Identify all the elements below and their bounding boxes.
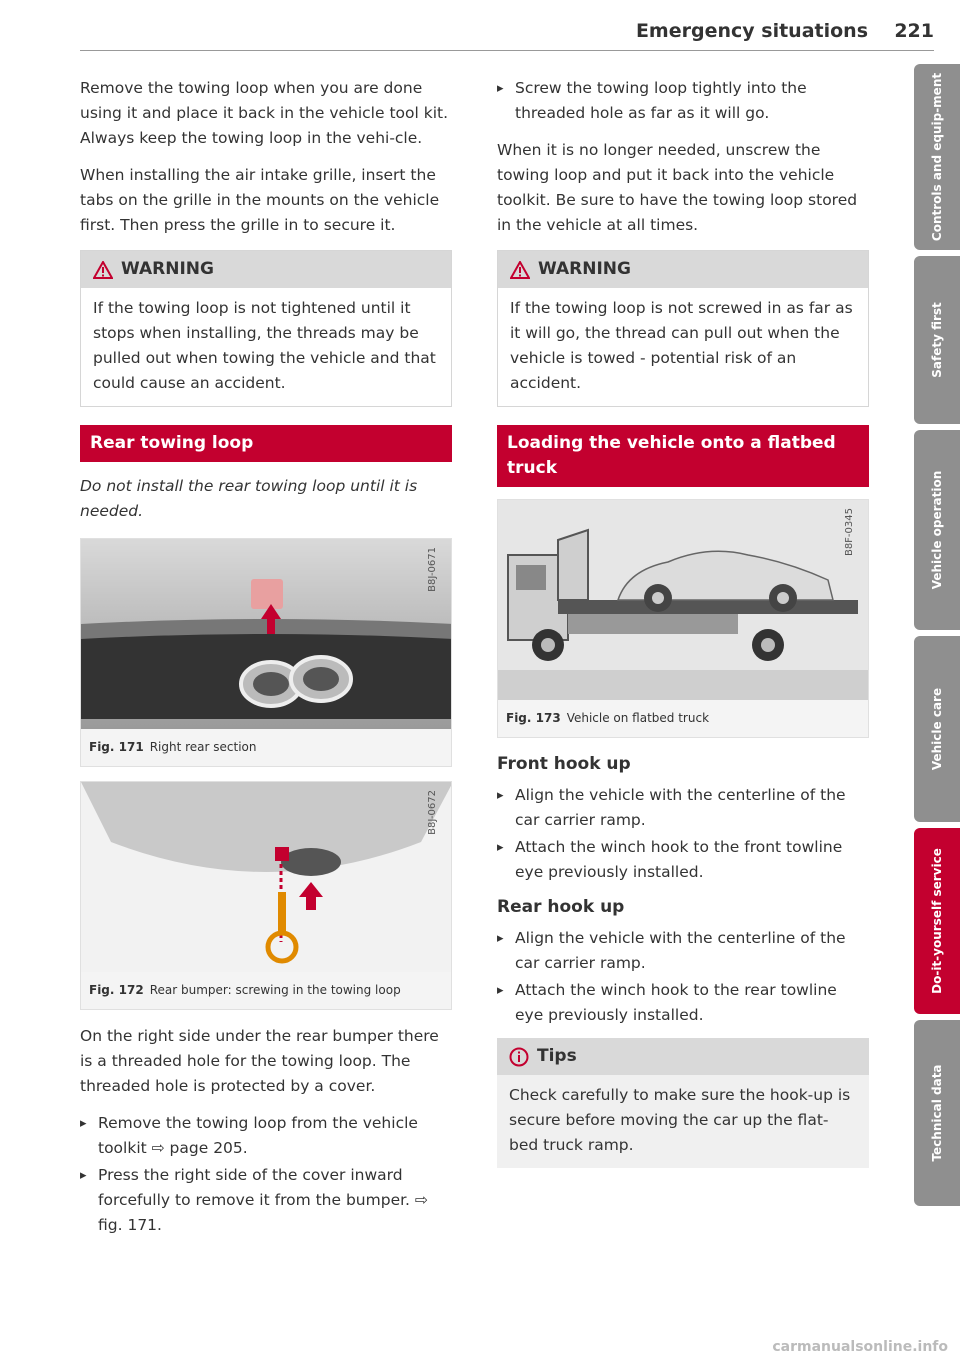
chapter-tabs <box>914 64 960 1212</box>
subheading: Rear hook up <box>497 897 625 917</box>
figure-label: Fig. 173 <box>506 711 561 725</box>
bullet-item: ▸ Press the right side of the cover inward forcefully to remove it from the bumper. ⇨ fig. 171. <box>80 1163 452 1238</box>
tab-vehicle-care[interactable] <box>914 636 960 822</box>
towing-loop-illustration <box>81 782 451 972</box>
section-title: Rear towing loop <box>80 425 452 462</box>
figure-code: B8J-0671 <box>427 547 438 592</box>
bullet-item: ▸ Align the vehicle with the centerline of the car carrier ramp. <box>497 783 869 833</box>
section-header: Emergency situations <box>635 20 868 42</box>
bullet-item: ▸ Attach the winch hook to the rear towline eye previously installed. <box>497 978 869 1028</box>
figure-caption <box>81 972 451 1009</box>
footer-watermark: carmanualsonline.info <box>772 1339 948 1355</box>
warning-box <box>497 250 869 407</box>
warning-header <box>81 251 451 288</box>
tips-box <box>497 1038 869 1168</box>
figure-code: B8J-0672 <box>427 790 438 835</box>
left-column <box>80 76 452 1240</box>
paragraph: On the right side under the rear bumper there is a threaded hole for the towing loop. The threaded hole is protected by a cover. <box>80 1027 439 1095</box>
tab-label: Safety first <box>930 302 944 378</box>
warning-text: If the towing loop is not tightened until it stops when installing, the threads may be pulled out when towing the vehicle and that could cause an accident. <box>81 288 451 406</box>
tab-label: Controls and equip-ment <box>930 72 944 242</box>
warning-box <box>80 250 452 407</box>
tab-vehicle-operation[interactable] <box>914 430 960 630</box>
tab-label: Vehicle operation <box>930 470 944 590</box>
tab-controls-and-equipment[interactable] <box>914 64 960 250</box>
section-title: Loading the vehicle onto a flatbed truck <box>497 425 869 487</box>
figure-caption <box>81 729 451 766</box>
tips-header <box>497 1038 869 1075</box>
rear-section-image <box>81 539 451 729</box>
caption-text: Rear bumper: screwing in the towing loop <box>149 983 401 997</box>
figure-label: Fig. 172 <box>89 983 144 997</box>
figure-label: Fig. 171 <box>89 740 144 754</box>
info-icon <box>509 1047 529 1067</box>
paragraph: When installing the air intake grille, insert the tabs on the grille in the mounts on the vehicle first. Then press the grille in to secure it. <box>80 166 440 234</box>
paragraph: When it is no longer needed, unscrew the towing loop and put it back into the vehicle toolkit. Be sure to have the towing loop stored in the vehicle at all times. <box>497 141 858 234</box>
bullet-item: ▸ Align the vehicle with the centerline of the car carrier ramp. <box>497 926 869 976</box>
flatbed-image <box>498 500 868 700</box>
bullet-item: ▸ Remove the towing loop from the vehicle toolkit ⇨ page 205. <box>80 1111 452 1161</box>
caption-text: Vehicle on flatbed truck <box>566 711 710 725</box>
tab-label: Do-it-yourself service <box>930 848 944 994</box>
flatbed-truck-illustration <box>498 500 868 700</box>
header-rule <box>80 50 934 51</box>
intro-text: Do not install the rear towing loop until it is needed. <box>80 477 418 520</box>
warning-header <box>498 251 868 288</box>
tab-technical-data[interactable] <box>914 1020 960 1206</box>
figure-caption <box>498 700 868 737</box>
tab-label: Technical data <box>930 1064 944 1162</box>
exhaust-illustration <box>81 539 451 729</box>
subheading: Front hook up <box>497 754 631 774</box>
warning-triangle-icon <box>510 261 530 279</box>
tips-text: Check carefully to make sure the hook-up is secure before moving the car up the flat-bed truck ramp. <box>509 1086 851 1154</box>
bullet-item: ▸ Attach the winch hook to the front towline eye previously installed. <box>497 835 869 885</box>
warning-text: If the towing loop is not screwed in as far as it will go, the thread can pull out when the vehicle is towed - potential risk of an accident. <box>498 288 868 406</box>
caption-text: Right rear section <box>149 740 257 754</box>
tab-label: Vehicle care <box>930 687 944 771</box>
bumper-image <box>81 782 451 972</box>
page-number: 221 <box>894 20 934 42</box>
bullet-item: ▸ Screw the towing loop tightly into the threaded hole as far as it will go. <box>497 76 869 126</box>
figure-code: B8F-0345 <box>844 508 855 557</box>
right-column <box>497 76 869 1178</box>
warning-title: WARNING <box>538 259 631 279</box>
paragraph: Remove the towing loop when you are done using it and place it back in the vehicle tool kit. Always keep the towing loop in the vehi-cle. <box>80 79 449 147</box>
tips-title: Tips <box>537 1046 577 1066</box>
warning-triangle-icon <box>93 261 113 279</box>
warning-title: WARNING <box>121 259 214 279</box>
tab-safety-first[interactable] <box>914 256 960 424</box>
figure-171 <box>80 538 452 767</box>
tab-do-it-yourself-service[interactable] <box>914 828 960 1014</box>
figure-172 <box>80 781 452 1010</box>
figure-173 <box>497 499 869 738</box>
